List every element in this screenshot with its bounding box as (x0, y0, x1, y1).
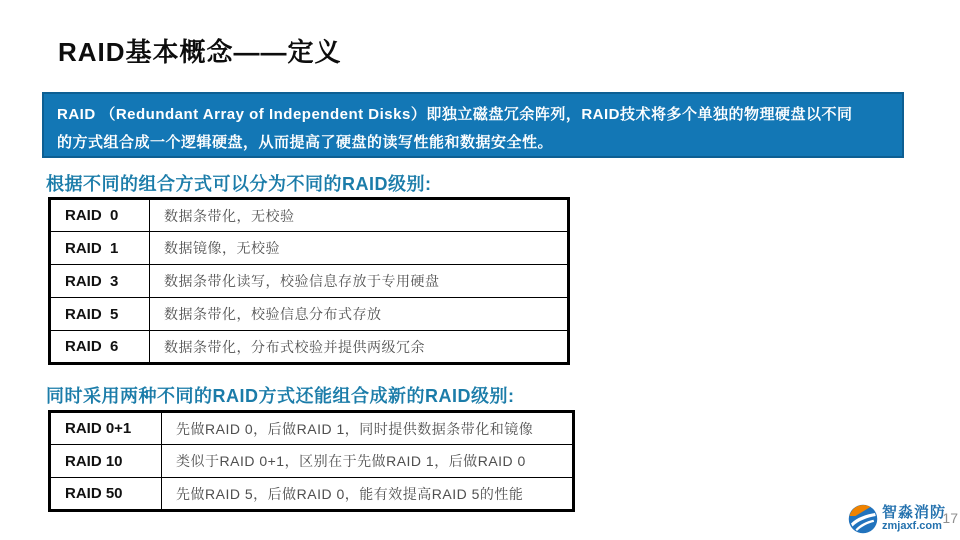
raid-levels-table (48, 197, 570, 365)
logo-website: zmjaxf.com (881, 520, 942, 533)
table-row (50, 445, 574, 478)
logo-text-block (882, 505, 946, 532)
raid-desc-cell: 数据条带化，无校验 (150, 199, 569, 232)
table-row (50, 412, 574, 445)
raid-desc-cell: 类似于RAID 0+1，区别在于先做RAID 1，后做RAID 0 (162, 445, 574, 478)
raid-level-cell: RAID 6 (50, 331, 150, 364)
page-title: RAID基本概念——定义 (58, 37, 342, 67)
banner-line-2: 的方式组合成一个逻辑硬盘，从而提高了硬盘的读写性能和数据安全性。 (57, 134, 554, 151)
raid-desc-cell: 数据条带化，分布式校验并提供两级冗余 (150, 331, 569, 364)
raid-desc-cell: 先做RAID 0，后做RAID 1，同时提供数据条带化和镜像 (162, 412, 574, 445)
raid-desc-cell: 数据条带化，校验信息分布式存放 (150, 298, 569, 331)
raid-level-cell: RAID 0 (50, 199, 150, 232)
page-number: 17 (942, 510, 958, 526)
table-row (50, 265, 569, 298)
zhimiao-logo (848, 504, 946, 534)
table-row (50, 298, 569, 331)
raid-level-cell: RAID 10 (50, 445, 162, 478)
raid-desc-cell: 数据镜像，无校验 (150, 232, 569, 265)
raid-desc-cell: 先做RAID 5，后做RAID 0，能有效提高RAID 5的性能 (162, 478, 574, 511)
section1-heading: 根据不同的组合方式可以分为不同的RAID级别: (46, 174, 432, 194)
table-row (50, 331, 569, 364)
raid-level-cell: RAID 0+1 (50, 412, 162, 445)
table-row (50, 232, 569, 265)
raid-level-cell: RAID 5 (50, 298, 150, 331)
section2-heading: 同时采用两种不同的RAID方式还能组合成新的RAID级别: (46, 386, 515, 406)
raid-desc-cell: 数据条带化读写，校验信息存放于专用硬盘 (150, 265, 569, 298)
table-row (50, 199, 569, 232)
definition-banner (42, 92, 904, 158)
logo-company-name: 智淼消防 (881, 504, 946, 522)
raid-combined-table (48, 410, 575, 512)
raid-level-cell: RAID 50 (50, 478, 162, 511)
raid-level-cell: RAID 1 (50, 232, 150, 265)
raid-level-cell: RAID 3 (50, 265, 150, 298)
table-row (50, 478, 574, 511)
zhimiao-logo-icon (848, 504, 878, 534)
banner-line-1: RAID （Redundant Array of Independent Disks）即独立磁盘冗余阵列，RAID技术将多个单独的物理硬盘以不同 (57, 106, 853, 123)
